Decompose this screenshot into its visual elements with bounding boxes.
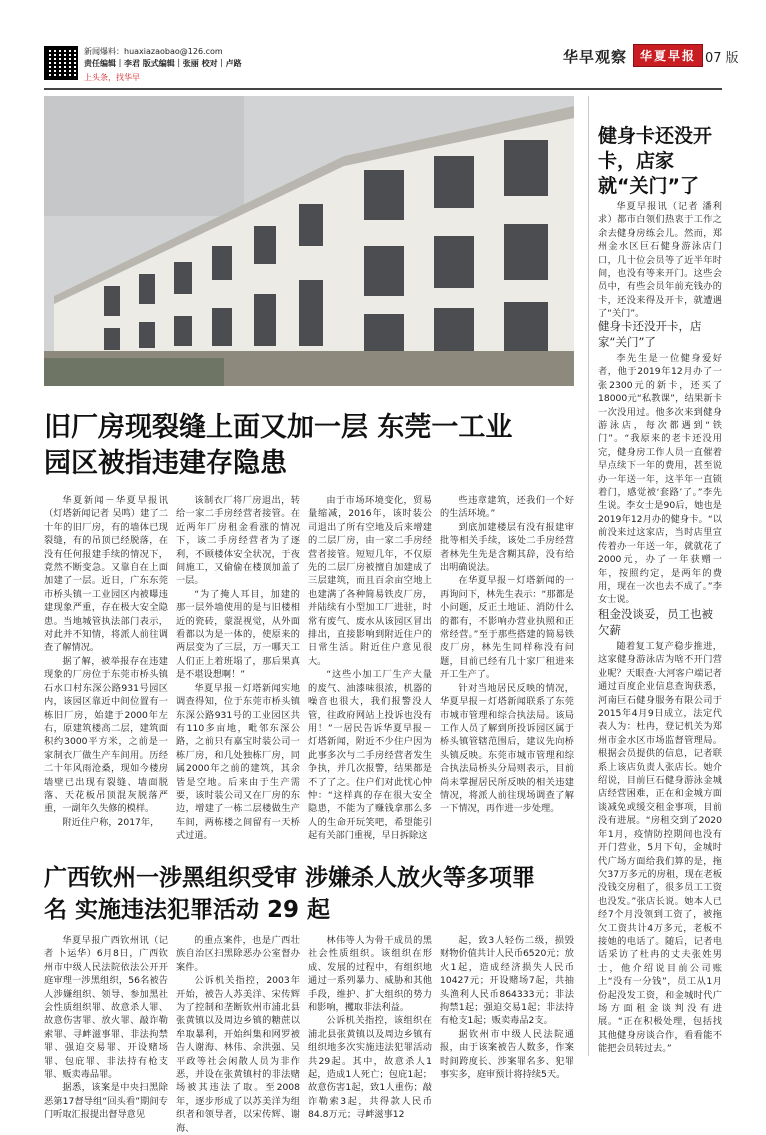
story1-headline <box>44 410 574 482</box>
story2-col-3: 林伟等人为骨干成员的黑社会性质组织。该组织在形成、发展的过程中，有组织地通过一系列暴力、威胁和其他手段，维护、扩大组织的势力和影响，攫取非法利益。 公诉机关指控，该组织在浦北县张黄镇以及周边乡镇有组织地多次实施违法犯罪活动共29起。其中，故意杀人1起，造成1人死亡；包庇1起；故意伤害1起，致1人重伤；敲诈勒索3起，共得款人民币84.8万元；寻衅滋事12 <box>308 935 432 1121</box>
qr-code-icon <box>44 46 78 80</box>
sidebar-subtitle-1: 健身卡还没开卡，店家“关门”了 <box>598 319 702 349</box>
story1-col-4: 些违章建筑，还我们一个好的生活环境。” 到底加建楼层有没有报建审批等相关手续，该处二手房经营者林先生先是含糊其辞，没有给出明确说法。 在华夏早报－灯塔新闻的一再询问下，林先生表示：“那都是小问题，反正土地证、消防什么的都有，不影响办营业执照和正常经营。”至于那些搭建的简易铁皮厂房，林先生同样称没有问题，目前已经有几十家厂租进来开工生产了。 针对当地居民反映的情况，华夏早报－灯塔新闻联系了东莞市城市管理和综合执法局。该局工作人员了解到所投诉园区属于桥头镇管辖范围后，建议先向桥头镇反映。东莞市城市管理和综合执法局桥头分局则表示，目前尚未掌握居民所反映的相关违建情况，将派人前往现场调查了解一下情况，再作进一步处理。 <box>440 495 574 815</box>
hotline: 新闻爆料：huaxiazaobao@126.com <box>84 47 223 56</box>
sidebar-body-3: 随着复工复产稳步推进，这家健身游泳店为啥不开门营业呢？天眼查·大河客户端记者通过百度企业信息查询获悉，河南巨石健身服务有限公司于2015年4月9日成立，法定代表人为：杜冉，登记机关为郑州市金水区市场监督管理局。根据会员提供的信息，记者联系上该店负责人张店长。她介绍说，目前巨石健身游泳金城店经营困难，正在和金城方面谈减免或缓交租金事项，目前没有进展。“房租交到了2020年1月，疫情防控期间也没有开门营业，5月下旬，金城时代广场方面给我们算的是，拖欠37万多元的房租，现在老板没钱交房租了，很多员工工资也没发。”张店长说。她本人已经7个月没领到工资了，被拖欠工资共计4万多元，老板不接她的电话了。随后，记者电话采访了杜冉的丈夫张姓男士，他介绍说目前公司账上“没有一分钱”，员工从1月份起没发工资，和金城时代广场方面租金谈判没有进展。“正在积极处理，包括找其他健身房谈合作，看看能不能把会员转过去。” <box>598 641 722 1055</box>
sidebar-body-2: 李先生是一位健身爱好者，他于2019年12月办了一张2300元的新卡，还买了18000元“私教课”，结果新卡一次没用过。他多次来到健身游泳店，每次都遇到“铁门”。“我原来的老卡还没用完，健身房工作人员一直催着早点续下一年的费用，甚至说办一年送一年，这半年一直锁着门，感觉被‘套路’了。”李先生说。李女士是90后，她也是2019年12月办的健身卡。“以前没来过这家店，当时店里宣传着办一年送一年，就就花了2000元，办了一年获赠一年，按照约定，是两年的费用，现在一次也去不成了。”李女士说。 <box>598 353 722 606</box>
story2-col-2: 的重点案件，也是广西壮族自治区扫黑除恶办公室督办案件。 公诉机关指控，2003年开始，被告人苏美洋、宋传辉为了控制和垄断钦州市浦北县张黄镇以及周边乡镇的糖蔗以牟取暴利，开始纠集和网罗被告人谢海、林伟、余洪强、吴平政等社会闲散人员为非作恶，并设在张黄镇村的非法赌场被其违法了取。至2008年，逐步形成了以苏美洋为组织者和领导者，以宋传辉、谢海、 <box>176 935 300 1134</box>
section-title: 华早观察 <box>563 48 628 66</box>
story2-col-4: 起，致3人轻伤二级，损毁财物价值共计人民币6520元；放火1起，造成经济损失人民币10427元；开设赌场7起，共抽头渔利人民币864333元；非法拘禁1起；强迫交易1起；非法持有枪支1起；贩卖毒品2支。 据钦州市中级人民法院通报，由于该案被告人数多，作案时间跨度长、涉案罪名多、犯罪事实多，庭审预计将持续5天。 <box>440 935 574 1081</box>
sidebar-lead: 华夏早报讯（记者 潘利求）都市白领们热衷于工作之余去健身房练会儿。然而，郑州金水区巨石健身游泳店门口，几十位会员等了近半年时间，也没有等来开门。这些会员中，有些会员年前充钱办的卡，还没来得及开卡，就遭遇了“关门”。 <box>598 201 722 320</box>
editors: 责任编辑｜李君 版式编辑｜张丽 校对｜卢路 <box>84 59 242 68</box>
story1-col-1: 华夏新闻－华夏早报讯（灯塔新闻记者 吴鸣）建了二十年的旧厂房，有的墙体已现裂缝，有的吊顶已经脱落，在没有任何报建手续的情况下，竟然不断变急。又靠自在上面加建了一层。近日，广东东莞市桥头镇一工业园区内被曝违建现象严重，存在极大安全隐患。当地城管执法部门表示，对此并不知情，将派人前往调查了解情况。 据了解，被举报存在违建现象的厂房位于东莞市桥头镇石水口村东深公路931号园区内，该园区靠近中间位置有一栋旧厂房，始建于2000年左右，原建筑楼高二层，建筑面积约3000平方米，之前是一家制衣厂做生产车间用。历经二十年风雨沧桑，现如今楼房墙壁已出现有裂缝、墙面脱落、天花板吊顶混灰脱落严重，一副年久失修的模样。 附近住户称，2017年， <box>44 495 168 828</box>
building-illustration <box>44 96 574 386</box>
brand-logo: 华夏早报 <box>633 44 703 67</box>
header-rule <box>44 88 722 90</box>
sidebar-subtitle-2: 租金没谈妥，员工也被欠薪 <box>598 607 713 637</box>
story1-col-2: 该制衣厂将厂房退出，转给一家二手房经营者接管。在近两年厂房租金看涨的情况下，该二手房经营者为了逐利，不顾楼体安全状况，于夜间施工，又偷偷在楼顶加盖了一层。 “为了掩人耳目，加建的那一层外墙使用的是与旧楼相近的瓷砖，蒙混视觉，从外面看都以为是一体的，使原来的两层变为了三层，万一哪天工人们正上着班塌了，那后果真是不堪设想啊！” 华夏早报－灯塔新闻实地调查得知，位于东莞市桥头镇东深公路931号的工业园区共有110多亩地，毗邻东深公路，之前只有嘉宝时装公司一栋厂房，和几处独栋厂房，同属2000年之前的建筑，其余皆是空地。后来由于生产需要，该时装公司又在厂房的东边，增建了一栋二层楼做生产车间，两栋楼之间留有一天桥式过道。 <box>176 495 300 842</box>
sidebar-title: 健身卡还没开卡，店家就“关门”了 <box>598 125 713 197</box>
story1-headline-line1: 旧厂房现裂缝上面又加一层 东莞一工业 <box>44 412 513 443</box>
story2-headline <box>44 862 574 926</box>
slogan: 上头条，找华早 <box>84 73 140 82</box>
story2-col-1: 华夏早报广西钦州讯（记者 卜运华）6月8日，广西钦州市中级人民法院依法公开开庭审理一涉黑组织，56名被告人涉嫌组织、领导、参加黑社会性质组织罪、故意杀人罪、故意伤害罪、放火罪、敲诈勒索罪、寻衅滋事罪、非法拘禁罪、强迫交易罪、开设赌场罪、包庇罪、非法持有枪支罪、贩卖毒品罪。 据悉，该案是中央扫黑除恶第17督导组“回头看”期间专门听取汇报提出督导意见 <box>44 935 168 1121</box>
story1-headline-line2: 园区被指违建存隐患 <box>44 448 287 479</box>
building-photo <box>44 96 574 386</box>
story2-headline-line1: 广西钦州一涉黑组织受审 涉嫌杀人放火等多项罪 <box>44 865 536 891</box>
column-divider <box>588 96 589 1056</box>
story1-col-3: 由于市场环境变化，贸易量缩减，2016年，该时装公司退出了所有空地及后来增建的二层厂房，由一家二手房经营者接管。短短几年，不仅原先的二层厂房被擅自加建成了三层建筑，而且百余亩空地上也建满了各种简易铁皮厂房，并陆续有小型加工厂进驻，时常有废气、废水从该园区冒出排出，直接影响到附近住户的日常生活。附近住户意见很大。 “这些小加工厂生产大量的废气、油漆味很浓，机器的噪音也很大，我们报警没人管，往政府网站上投诉也没有用！”一居民告诉华夏早报－灯塔新闻，附近不少住户因为此事多次与二手房经营者发生争执，并几次报警，结果都是不了了之。住户们对此忧心忡忡：“这样真的存在很大安全隐患，不能为了赚钱拿那么多人的生命开玩笑吧，希望能引起有关部门重视，早日拆除这 <box>308 495 432 842</box>
page-number: 07 版 <box>705 51 739 66</box>
story2-headline-line2: 名 实施违法犯罪活动 29 起 <box>44 897 331 923</box>
